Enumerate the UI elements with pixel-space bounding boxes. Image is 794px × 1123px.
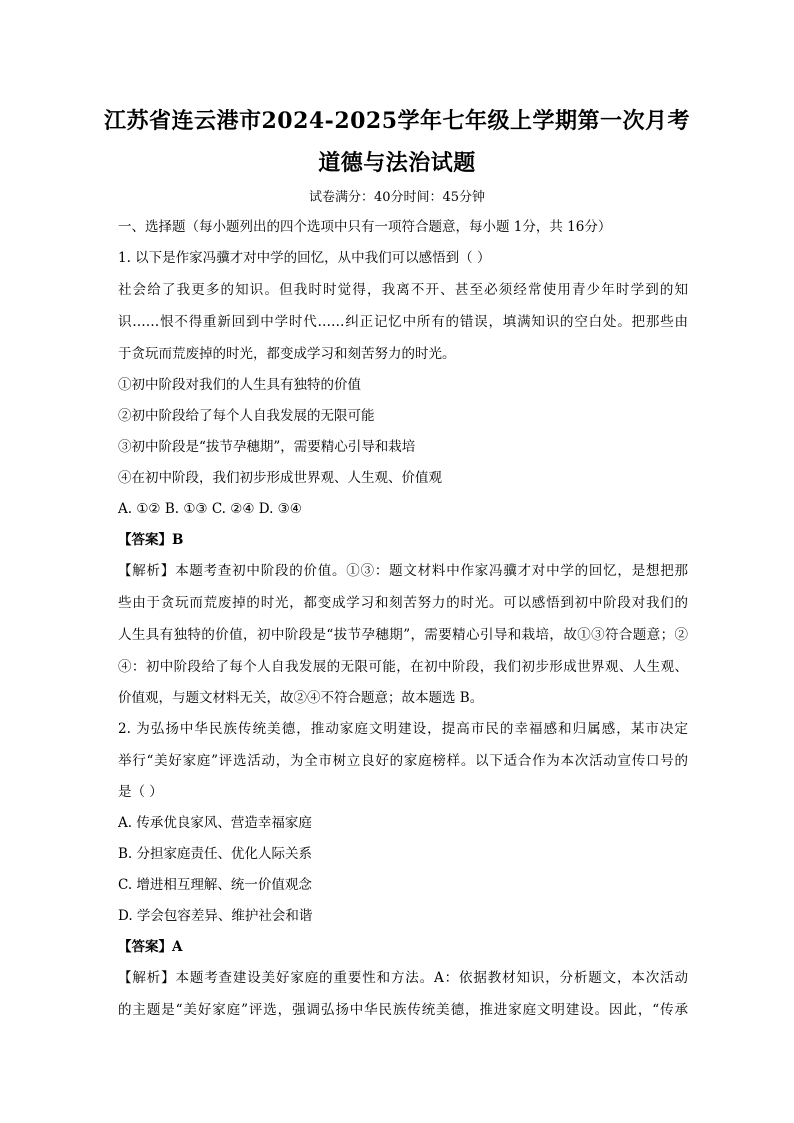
question-1-passage-line: 识……恨不得重新回到中学时代……纠正记忆中所有的错误，填满知识的空白处。把那些由	[118, 314, 688, 330]
question-1-analysis-line: 人生具有独特的价值，初中阶段是“拔节孕穗期”，需要精心引导和栽培，故①③符合题意；②	[118, 627, 688, 643]
question-1-answer: 【答案】B	[118, 532, 184, 548]
question-1-analysis-line: 些由于贪玩而荒废掉的时光，都变成学习和刻苦努力的时光。可以感悟到初中阶段对我们的	[118, 595, 688, 611]
question-1-statement: ④在初中阶段，我们初步形成世界观、人生观、价值观	[118, 470, 442, 486]
question-2-option: D. 学会包容差异、维护社会和谐	[118, 908, 313, 924]
question-2-option: A. 传承优良家风、营造幸福家庭	[118, 815, 312, 831]
question-1-statement: ③初中阶段是“拔节孕穗期”，需要精心引导和栽培	[118, 439, 416, 455]
question-1-statement: ②初中阶段给了每个人自我发展的无限可能	[118, 408, 375, 424]
question-1-statement: ①初中阶段对我们的人生具有独特的价值	[118, 377, 361, 393]
question-2-option: C. 增进相互理解、统一价值观念	[118, 877, 312, 893]
document-title-line-2: 道德与法治试题	[318, 150, 476, 176]
question-1-analysis-line: 价值观，与题文材料无关，故②④不符合题意；故本题选 B。	[118, 690, 484, 706]
question-2-analysis-line: 的主题是“美好家庭”评选，强调弘扬中华民族传统美德，推进家庭文明建设。因此，“传承	[118, 1002, 688, 1018]
question-2-stem-line: 2. 为弘扬中华民族传统美德，推动家庭文明建设，提高市民的幸福感和归属感，某市决定	[118, 721, 688, 737]
document-title-line-1: 江苏省连云港市2024-2025学年七年级上学期第一次月考	[103, 108, 691, 134]
question-2-stem-line: 举行“美好家庭”评选活动，为全市树立良好的家庭榜样。以下适合作为本次活动宣传口号的	[118, 753, 688, 769]
question-1-passage-line: 于贪玩而荒废掉的时光，都变成学习和刻苦努力的时光。	[118, 346, 456, 362]
question-1-analysis-line: 【解析】本题考查初中阶段的价值。①③：题文材料中作家冯骥才对中学的回忆，是想把那	[118, 563, 688, 579]
question-1-stem: 1. 以下是作家冯骥才对中学的回忆，从中我们可以感悟到（ ）	[118, 250, 491, 266]
exam-meta: 试卷满分：40分时间：45分钟	[308, 190, 486, 205]
question-1-passage-line: 社会给了我更多的知识。但我时时觉得，我离不开、甚至必须经常使用青少年时学到的知	[118, 282, 688, 298]
question-2-answer: 【答案】A	[118, 939, 183, 955]
question-2-option: B. 分担家庭责任、优化人际关系	[118, 846, 313, 862]
question-1-analysis-line: ④：初中阶段给了每个人自我发展的无限可能，在初中阶段，我们初步形成世界观、人生观、	[118, 659, 688, 675]
section-heading: 一、选择题（每小题列出的四个选项中只有一项符合题意，每小题 1分，共 16分）	[118, 219, 612, 235]
question-2-stem-line: 是（ ）	[118, 784, 163, 800]
question-2-analysis-line: 【解析】本题考查建设美好家庭的重要性和方法。A：依据教材知识，分析题文，本次活动	[118, 970, 688, 986]
question-1-options: A. ①② B. ①③ C. ②④ D. ③④	[118, 501, 302, 517]
